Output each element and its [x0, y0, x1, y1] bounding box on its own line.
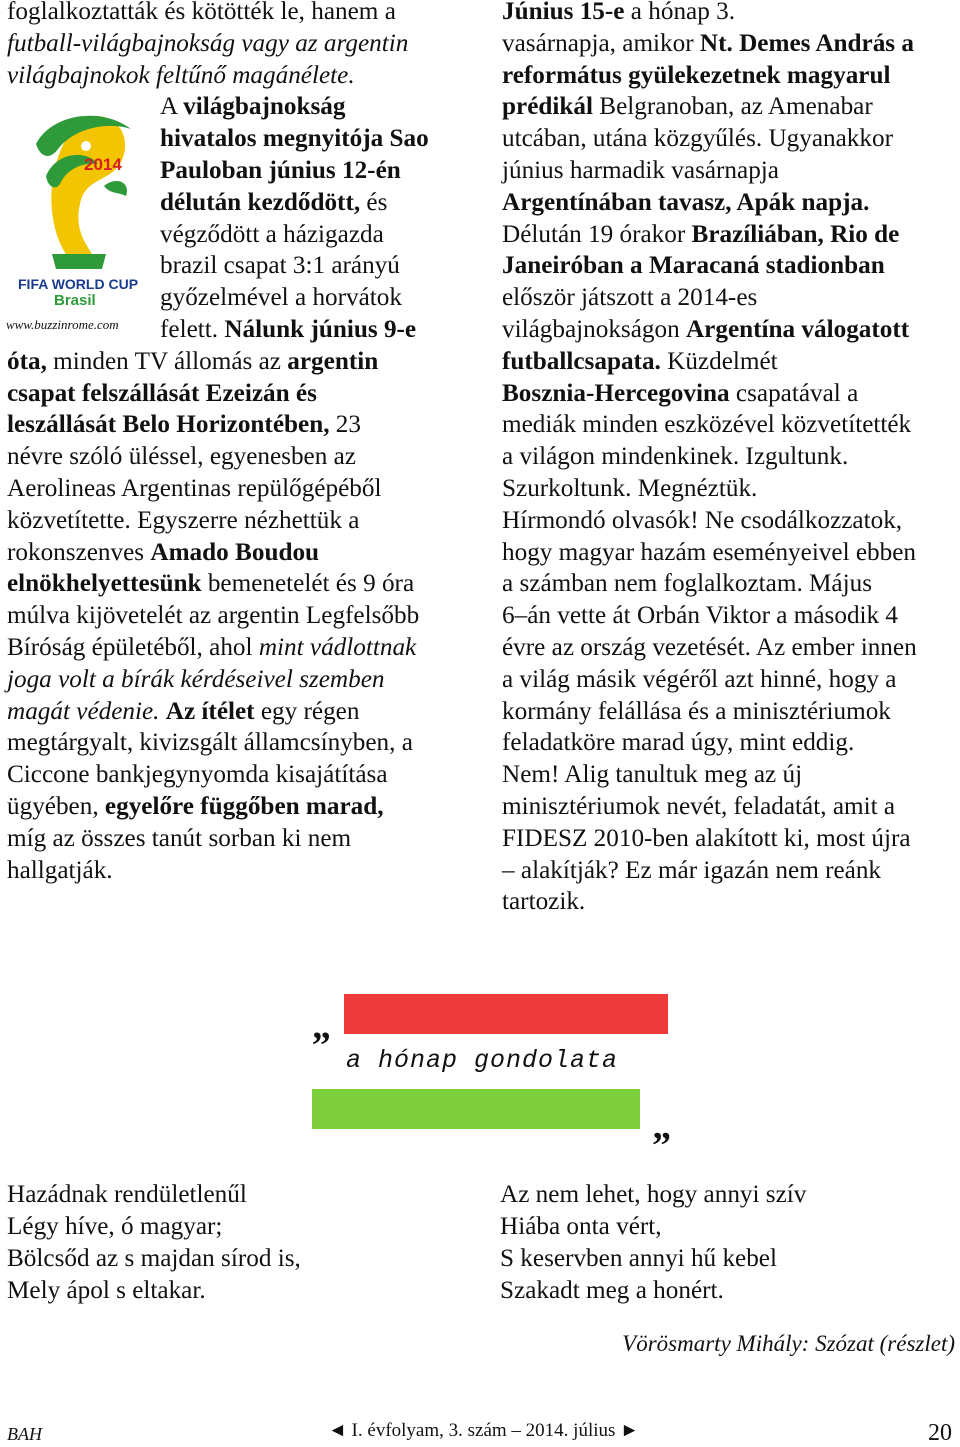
text-line	[502, 282, 958, 314]
poem-line: Bölcsőd az s majdan sírod is,	[7, 1245, 301, 1272]
text-line	[7, 409, 477, 441]
text-run: Nt. Demes András a	[699, 29, 915, 57]
poem-line: Hazádnak rendületlenűl	[7, 1181, 247, 1208]
text-line	[7, 823, 477, 855]
text-line	[502, 219, 958, 251]
text-line	[7, 28, 477, 60]
text-line	[7, 60, 477, 92]
green-bar	[312, 1089, 640, 1129]
text-run: A	[160, 93, 184, 121]
text-line	[502, 314, 958, 346]
text-run: egy régen	[254, 697, 360, 725]
text-run: Bosznia-Hercegovina	[502, 379, 730, 407]
poem-stanza-left	[7, 1179, 301, 1307]
text-run: először játszott a 2014-es	[502, 284, 758, 312]
text-run: vasárnapja, amikor	[502, 29, 700, 57]
text-line	[502, 60, 958, 92]
text-run: feladatköre marad úgy, mint eddig.	[502, 729, 855, 757]
text-run: ügyében,	[7, 792, 105, 820]
text-run: míg az összes tanút sorban ki nem	[7, 824, 352, 852]
text-line	[502, 346, 958, 378]
text-run: elnökhelyettesünk	[7, 570, 202, 598]
text-run: Hírmondó olvasók! Ne csodálkozzatok,	[502, 506, 903, 534]
text-line	[7, 696, 477, 728]
text-line	[7, 568, 477, 600]
text-line	[502, 473, 958, 505]
logo-line2: Brasil	[54, 292, 96, 309]
text-run: magát védenie.	[7, 697, 160, 725]
text-run: hogy magyar hazám eseményeivel ebben	[502, 538, 917, 566]
text-run: FIDESZ 2010-ben alakított ki, most újra	[502, 824, 911, 852]
text-run: – alakítják? Ez már igazán nem reánk	[502, 856, 882, 884]
poem-line: Mely ápol s eltakar.	[7, 1277, 206, 1304]
text-run: Janeiróban a Maracaná stadionban	[502, 252, 885, 280]
text-run: évre az ország vezetését. Az ember innen	[502, 633, 917, 661]
footer-publication: BAH	[7, 1424, 42, 1444]
poem-stanza-right	[500, 1179, 806, 1307]
text-line	[502, 250, 958, 282]
logo-credit: www.buzzinrome.com	[6, 317, 119, 332]
text-run: joga volt a bírák kérdéseivel szemben	[7, 665, 385, 693]
text-line	[502, 727, 958, 759]
text-line	[7, 664, 477, 696]
close-quote: ”	[652, 1125, 671, 1167]
text-run: csapatával a	[729, 379, 859, 407]
text-run: Délután 19 órakor	[502, 220, 692, 248]
text-line	[502, 441, 958, 473]
text-line	[502, 505, 958, 537]
text-line	[502, 791, 958, 823]
text-line	[7, 346, 477, 378]
text-run: utcában, utána közgyűlés. Ugyanakkor	[502, 125, 893, 153]
text-line	[502, 0, 958, 28]
text-run: Nálunk június 9-e	[224, 315, 417, 343]
text-run: közvetítette. Egyszerre nézhettük a	[7, 506, 360, 534]
text-run: mint vádlottnak	[258, 633, 417, 661]
text-run: Aerolineas Argentinas repülőgépéből	[7, 474, 382, 502]
text-run: névre szóló üléssel, egyenesben az	[7, 443, 356, 471]
text-run: hallgatják.	[7, 856, 113, 884]
text-run: mediák minden eszközével közvetítették	[502, 411, 912, 439]
open-quote: „	[312, 1005, 331, 1047]
text-line	[502, 537, 958, 569]
text-line	[502, 378, 958, 410]
thought-title: a hónap gondolata	[346, 1046, 619, 1075]
text-line	[7, 600, 477, 632]
text-run: világbajnokság	[183, 93, 346, 121]
text-run: a világon mindenkinek. Izgultunk.	[502, 443, 849, 471]
text-run: a hónap 3.	[624, 0, 735, 25]
text-run: Pauloban június 12-én	[160, 156, 401, 184]
text-line	[7, 727, 477, 759]
text-run: futballcsapata.	[502, 347, 661, 375]
text-line	[502, 886, 958, 918]
text-line	[502, 664, 958, 696]
text-line	[7, 473, 477, 505]
text-run: Ciccone bankjegynyomda kisajátítása	[7, 761, 388, 789]
text-run: Argentína válogatott	[685, 315, 910, 343]
text-line	[7, 0, 477, 28]
text-run: prédikál	[502, 93, 593, 121]
poem-line: Szakadt meg a honért.	[500, 1277, 724, 1304]
text-run: óta,	[7, 347, 47, 375]
text-line	[502, 632, 958, 664]
text-run: Bíróság épületéből, ahol	[7, 633, 259, 661]
text-line	[7, 759, 477, 791]
text-run: Küzdelmét	[660, 347, 778, 375]
text-line	[7, 378, 477, 410]
text-run: a számban nem foglalkoztam. Május	[502, 570, 873, 598]
poem-attribution: Vörösmarty Mihály: Szózat (részlet)	[622, 1331, 955, 1356]
text-line	[502, 600, 958, 632]
text-line	[7, 441, 477, 473]
text-run: tartozik.	[502, 888, 586, 916]
text-line	[502, 91, 958, 123]
text-line	[7, 505, 477, 537]
text-line	[502, 696, 958, 728]
text-run: 23	[329, 411, 361, 439]
text-run: bemenetelét és 9 óra	[201, 570, 415, 598]
text-line	[7, 791, 477, 823]
text-line	[502, 187, 958, 219]
text-run: kormány felállása és a minisztériumok	[502, 697, 891, 725]
text-run: futball-világbajnokság vagy az argentin	[7, 29, 409, 57]
text-run: leszállását Belo Horizontében,	[7, 411, 330, 439]
logo-line1: FIFA WORLD CUP	[18, 276, 139, 292]
text-line	[502, 123, 958, 155]
text-run: világbajnokságon	[502, 315, 686, 343]
text-run: Június 15-e	[502, 0, 625, 25]
text-line	[502, 155, 958, 187]
text-run: a világ másik végéről azt hinné, hogy a	[502, 665, 897, 693]
text-run: minden TV állomás az	[46, 347, 288, 375]
logo-year: 2014	[84, 155, 122, 174]
text-run: argentin	[287, 347, 379, 375]
text-line	[502, 28, 958, 60]
text-run: felett.	[160, 315, 225, 343]
text-run: foglalkoztatták és kötötték le, hanem a	[7, 0, 396, 25]
text-run: Brazíliában, Rio de	[691, 220, 900, 248]
text-run: rokonszenves	[7, 538, 151, 566]
text-run: minisztériumok nevét, feladatát, amit a	[502, 792, 896, 820]
right-article-column	[502, 0, 958, 918]
text-run: délután kezdődött,	[160, 188, 361, 216]
red-bar	[344, 994, 668, 1034]
text-run: Szurkoltunk. Megnéztük.	[502, 474, 758, 502]
text-run: Az ítélet	[165, 697, 255, 725]
text-line	[7, 537, 477, 569]
text-run: és	[360, 188, 388, 216]
poem-line: Légy híve, ó magyar;	[7, 1213, 223, 1240]
text-line	[7, 632, 477, 664]
text-line	[502, 409, 958, 441]
text-line	[502, 568, 958, 600]
text-run: megtárgyalt, kivizsgált államcsínyben, a	[7, 729, 413, 757]
text-run: Nem! Alig tanultuk meg az új	[502, 761, 803, 789]
text-run: világbajnokok feltűnő magánélete.	[7, 61, 355, 89]
text-run: végződött a házigazda	[160, 220, 384, 248]
text-run: brazil csapat 3:1 arányú	[160, 252, 400, 280]
text-run: Amado Boudou	[150, 538, 320, 566]
footer-issue: ◄ I. évfolyam, 3. szám – 2014. július ►	[328, 1420, 639, 1441]
text-run: múlva kijövetelét az argentin Legfelsőbb	[7, 602, 420, 630]
text-run: Argentínában tavasz, Apák napja.	[502, 188, 870, 216]
text-run: győzelmével a horvátok	[160, 284, 402, 312]
text-run: csapat felszállását Ezeizán és	[7, 379, 317, 407]
poem-line: Hiába onta vért,	[500, 1213, 662, 1240]
poem-line: S keservben annyi hű kebel	[500, 1245, 777, 1272]
text-line	[502, 759, 958, 791]
text-run: Belgranoban, az Amenabar	[592, 93, 873, 121]
text-run: református gyülekezetnek magyarul	[502, 61, 891, 89]
text-run: egyelőre függőben marad,	[104, 792, 384, 820]
text-run: hivatalos megnyitója Sao	[160, 125, 429, 153]
text-line	[502, 855, 958, 887]
text-line	[502, 823, 958, 855]
text-run: 6–án vette át Orbán Viktor a második 4	[502, 602, 899, 630]
text-line	[7, 855, 477, 887]
text-run: június harmadik vasárnapja	[502, 156, 779, 184]
poem-line: Az nem lehet, hogy annyi szív	[500, 1181, 807, 1208]
page-number: 20	[928, 1420, 952, 1446]
fifa-world-cup-2014-logo-icon	[6, 104, 152, 336]
